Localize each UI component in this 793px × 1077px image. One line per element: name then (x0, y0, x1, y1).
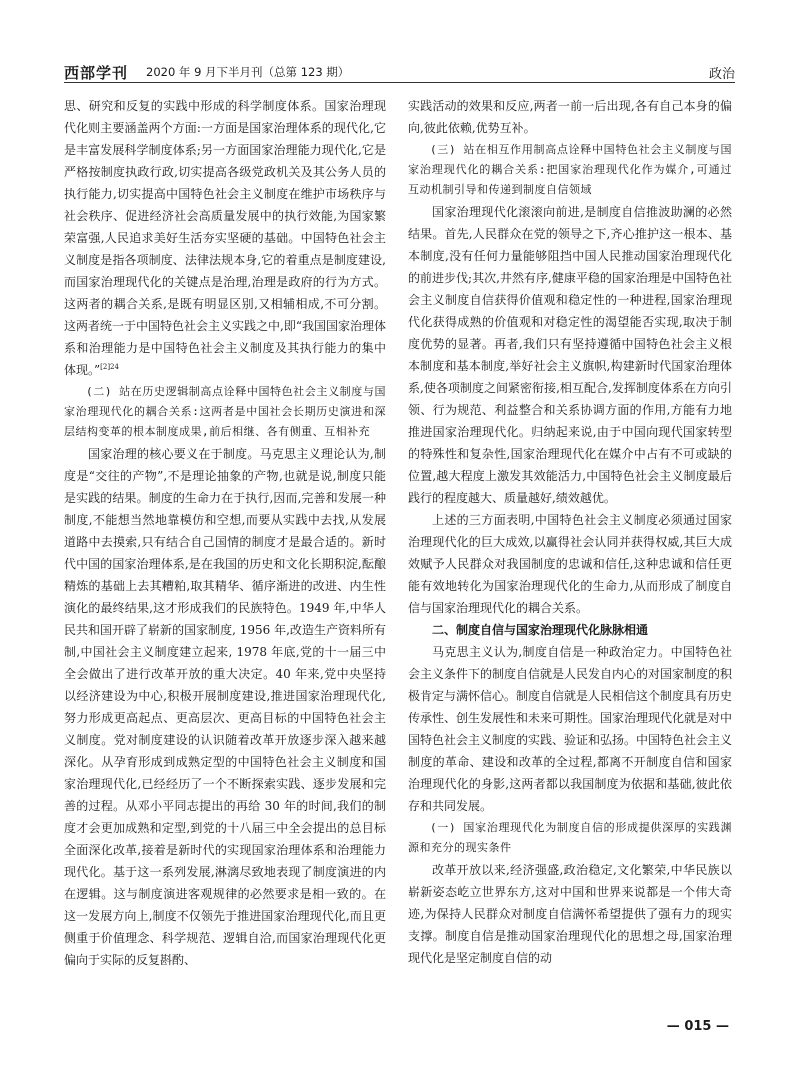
subsection-heading: (二) 站在历史逻辑制高点诠释中国特色社会主义制度与国家治理现代化的耦合关系:这两者是中国社会长期历史演进和深层结构变革的根本制度成果,前后相继、各有侧重、互相补充 (64, 385, 386, 438)
citation-ref: [2]24 (100, 363, 119, 371)
journal-name: 西部学刊 (64, 64, 129, 82)
paragraph: 实践活动的效果和反应,两者一前一后出现,各有自己本身的偏向,彼此依赖,优势互补。 (408, 99, 732, 135)
left-column (64, 95, 386, 971)
section-heading: 二、制度自信与国家治理现代化脉脉相通 (432, 623, 649, 637)
paragraph: 改革开放以来,经济强盛,政治稳定,文化繁荣,中华民族以崭新姿态屹立世界东方,这对中国和世界来说都是一个伟大奇迹,为保持人民群众对制度自信满怀希望提供了强有力的现实支撑。制度自信是推动国家治理现代化的思想之母,国家治理现代化是坚定制度自信的动 (408, 863, 732, 965)
subsection-heading: (一) 国家治理现代化为制度自信的形成提供深厚的实践渊源和充分的现实条件 (408, 821, 732, 854)
page-header (64, 60, 735, 83)
paragraph-text: 思、研究和反复的实践中形成的科学制度体系。国家治理现代化则主要涵盖两个方面:一方面是国家治理体系的现代化,它是丰富发展科学制度体系;另一方面国家治理能力现代化,它是严格按制度执政行政,切实提高各级党政机关及其公务人员的执行能力,切实提高中国特色社会主义制度在维护市场秩序与社会秩序、促进经济社会高质量发展中的执行效能,为国家繁荣富强,人民追求美好生活夯实坚硬的基础。中国特色社会主义制度是指各项制度、法律法规本身,它的着重点是制度建设,而国家治理现代化的关键点是治理,治理是政府的行为方式。这两者的耦合关系,是既有明显区别,又相辅相成,不可分割。这两者统一于中国特色社会主义实践之中,即“我国国家治理体系和治理能力是中国特色社会主义制度及其执行能力的集中体现。” (64, 99, 386, 377)
right-column (408, 95, 732, 969)
subsection-heading: (三) 站在相互作用制高点诠释中国特色社会主义制度与国家治理现代化的耦合关系:把国家治理现代化作为媒介,可通过互动机制引导和传递到制度自信领域 (408, 143, 732, 196)
paragraph: 马克思主义认为,制度自信是一种政治定力。中国特色社会主义条件下的制度自信就是人民发自内心的对国家制度的积极肯定与满怀信心。制度自信就是人民相信这个制度具有历史传承性、创生发展性和未来可期性。国家治理现代化就是对中国特色社会主义制度的实践、验证和弘扬。中国特色社会主义制度的革命、建设和改革的全过程,都离不开制度自信和国家治理现代化的身影,这两者都以我国制度为依据和基础,彼此依存和共同发展。 (408, 645, 733, 813)
page-number: — 015 — (666, 1019, 729, 1034)
section-label: 政治 (708, 67, 735, 82)
paragraph: 上述的三方面表明,中国特色社会主义制度必须通过国家治理现代化的巨大成效,以赢得社会认同并获得权威,其巨大成效赋予人民群众对我国制度的忠诚和信任,这种忠诚和信任更能有效地转化为国家治理现代化的生命力,从而形成了制度自信与国家治理现代化的耦合关系。 (408, 513, 732, 615)
paragraph: 国家治理的核心要义在于制度。马克思主义理论认为,制度是“交往的产物”,不是理论抽象的产物,也就是说,制度只能是实践的结果。制度的生命力在于执行,因而,完善和发展一种制度,不能想当然地靠模仿和空想,而要从实践中去找,从发展道路中去摸索,只有结合自己国情的制度才是最合适的。新时代中国的国家治理体系,是在我国的历史和文化长期积淀,酝酿精炼的基础上去其糟粕,取其精华、循序渐进的改进、内生性演化的最终结果,这才形成我们的民族特色。1949 年,中华人民共和国开辟了崭新的国家制度, 1956 年,改造生产资料所有制,中国社会主义制度建立起来, 1978 年底,党的十一届三中全会做出了进行改革开放的重大决定。40 年来,党中央坚持以经济建设为中心,积极开展制度建设,推进国家治理现代化,努力形成更高起点、更高层次、更高目标的中国特色社会主义制度。党对制度建设的认识随着改革开放逐步深入越来越深化。从孕育形成到成熟定型的中国特色社会主义制度和国家治理现代化,已经经历了一个不断探索实践、逐步发展和完善的过程。从邓小平同志提出的再给 30 年的时间,我们的制度才会更加成熟和定型,到党的十八届三中全会提出的总目标全面深化改革,接着是新时代的实现国家治理体系和治理能力现代化。基于这一系列发展,淋漓尽致地表现了制度演进的内在逻辑。这与制度演进客观规律的必然要求是相一致的。在这一发展方向上,制度不仅领先于推进国家治理现代化,而且更侧重于价值理念、科学规范、逻辑自洽,而国家治理现代化更偏向于实际的反复斟酌、 (64, 447, 386, 967)
paragraph: 国家治理现代化滚滚向前进,是制度自信推波助澜的必然结果。首先,人民群众在党的领导之下,齐心推护这一根本、基本制度,没有任何力量能够阻挡中国人民推动国家治理现代化的前进步伐;其次,井然有序,健康平稳的国家治理是中国特色社会主义制度自信获得价值观和稳定性的一种进程,国家治理现代化获得成熟的价值观和对稳定性的渴望能否实现,取决于制度优势的显著。再者,我们只有坚持遵循中国特色社会主义根本制度和基本制度,举好社会主义旗帜,构建新时代国家治理体系,使各项制度之间紧密衔接,相互配合,发挥制度体系在方向引领、行为规范、利益整合和关系协调方面的作用,方能有力地推进国家治理现代化。归纳起来说,由于中国向现代国家转型的特殊性和复杂性,国家治理现代化在媒介中占有不可或缺的位置,越大程度上激发其效能活力,中国特色社会主义制度最后践行的程度越大、质量越好,绩效越优。 (408, 205, 732, 505)
paragraph (64, 95, 386, 381)
issue-info: 2020 年 9 月下半月刊（总第 123 期） (146, 65, 350, 79)
